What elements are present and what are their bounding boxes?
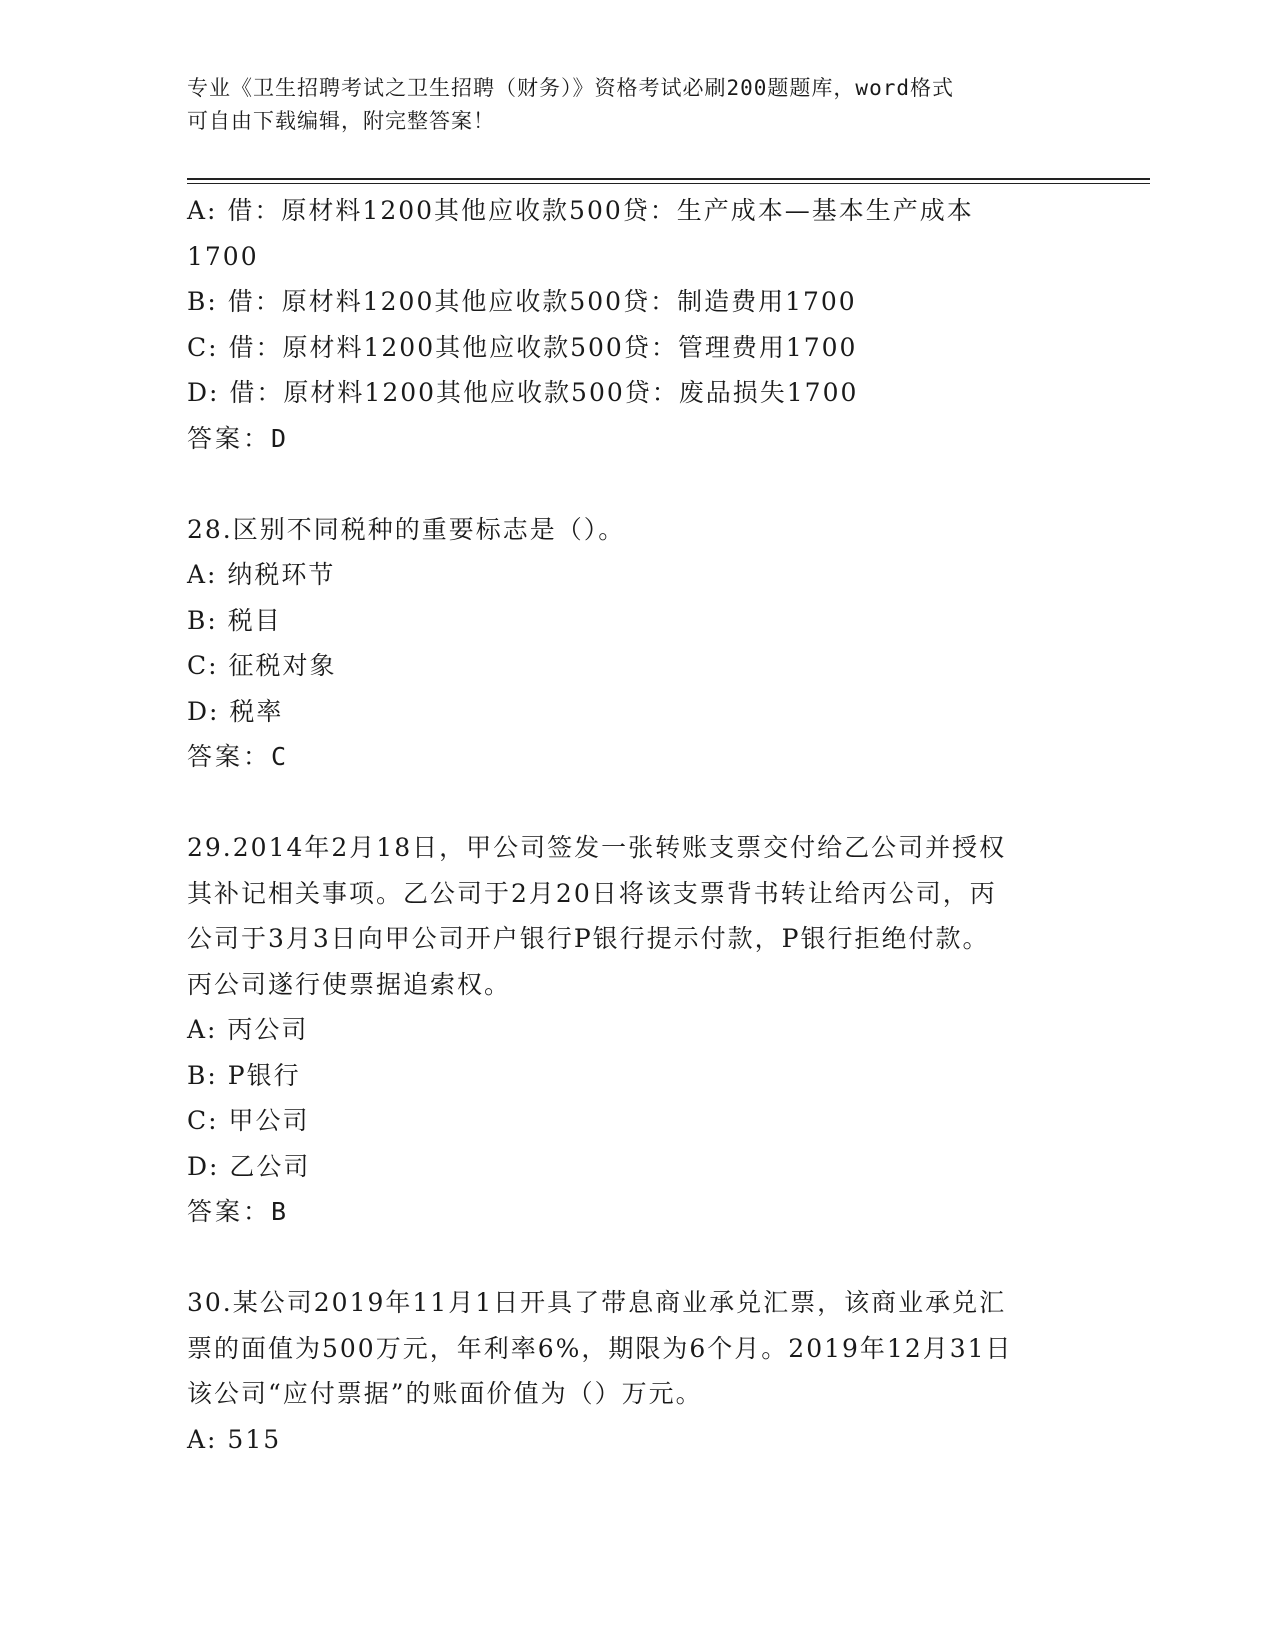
option-d: D: 借：原材料1200其他应收款500贷：废品损失1700	[187, 378, 859, 407]
question-stem-line-2: 其补记相关事项。乙公司于2月20日将该支票背书转让给丙公司，丙	[187, 878, 997, 908]
header-divider-thin	[187, 183, 1150, 184]
header-title-line-2: 可自由下载编辑，附完整答案！	[187, 109, 495, 133]
document-header	[187, 72, 1067, 138]
answer-label: 答案：C	[187, 742, 290, 771]
question-stem-line-3: 公司于3月3日向甲公司开户银行P银行提示付款，P银行拒绝付款。	[187, 924, 990, 953]
option-d: D: 乙公司	[187, 1151, 311, 1181]
answer-label: 答案：B	[187, 1197, 290, 1226]
question-stem-line-1: 30.某公司2019年11月1日开具了带息商业承兑汇票，该商业承兑汇	[187, 1288, 1007, 1317]
spacer	[187, 780, 1087, 826]
question-stem-line-1: 29.2014年2月18日，甲公司签发一张转账支票交付给乙公司并授权	[187, 833, 1007, 862]
option-a: A: 515	[187, 1424, 282, 1454]
question-28	[187, 507, 1087, 780]
option-b: B: 借：原材料1200其他应收款500贷：制造费用1700	[187, 287, 857, 316]
header-title-line-1: 专业《卫生招聘考试之卫生招聘（财务）》资格考试必刷200题题库，word格式	[187, 76, 954, 100]
question-content	[187, 188, 1087, 1462]
option-c: C: 借：原材料1200其他应收款500贷：管理费用1700	[187, 332, 858, 362]
option-a: A: 借：原材料1200其他应收款500贷：生产成本—基本生产成本	[187, 196, 974, 225]
question-stem-line-3: 该公司“应付票据”的账面价值为（）万元。	[187, 1379, 703, 1408]
option-c: C: 甲公司	[187, 1106, 310, 1135]
option-b: B: P银行	[187, 1060, 301, 1090]
option-c: C: 征税对象	[187, 651, 337, 680]
answer-label: 答案：D	[187, 423, 290, 453]
question-30	[187, 1280, 1087, 1462]
option-d: D: 税率	[187, 696, 284, 726]
option-a-continued: 1700	[187, 241, 259, 271]
question-stem-line-2: 票的面值为500万元，年利率6%，期限为6个月。2019年12月31日	[187, 1333, 1013, 1363]
header-divider-thick	[187, 178, 1150, 180]
question-stem: 28.区别不同税种的重要标志是（）。	[187, 514, 626, 544]
option-a: A: 纳税环节	[187, 560, 336, 589]
spacer	[187, 1235, 1087, 1281]
option-a: A: 丙公司	[187, 1015, 309, 1044]
spacer	[187, 461, 1087, 507]
option-b: B: 税目	[187, 605, 282, 635]
question-stem-line-4: 丙公司遂行使票据追索权。	[187, 969, 512, 999]
question-29	[187, 825, 1087, 1235]
question-27	[187, 188, 1087, 461]
